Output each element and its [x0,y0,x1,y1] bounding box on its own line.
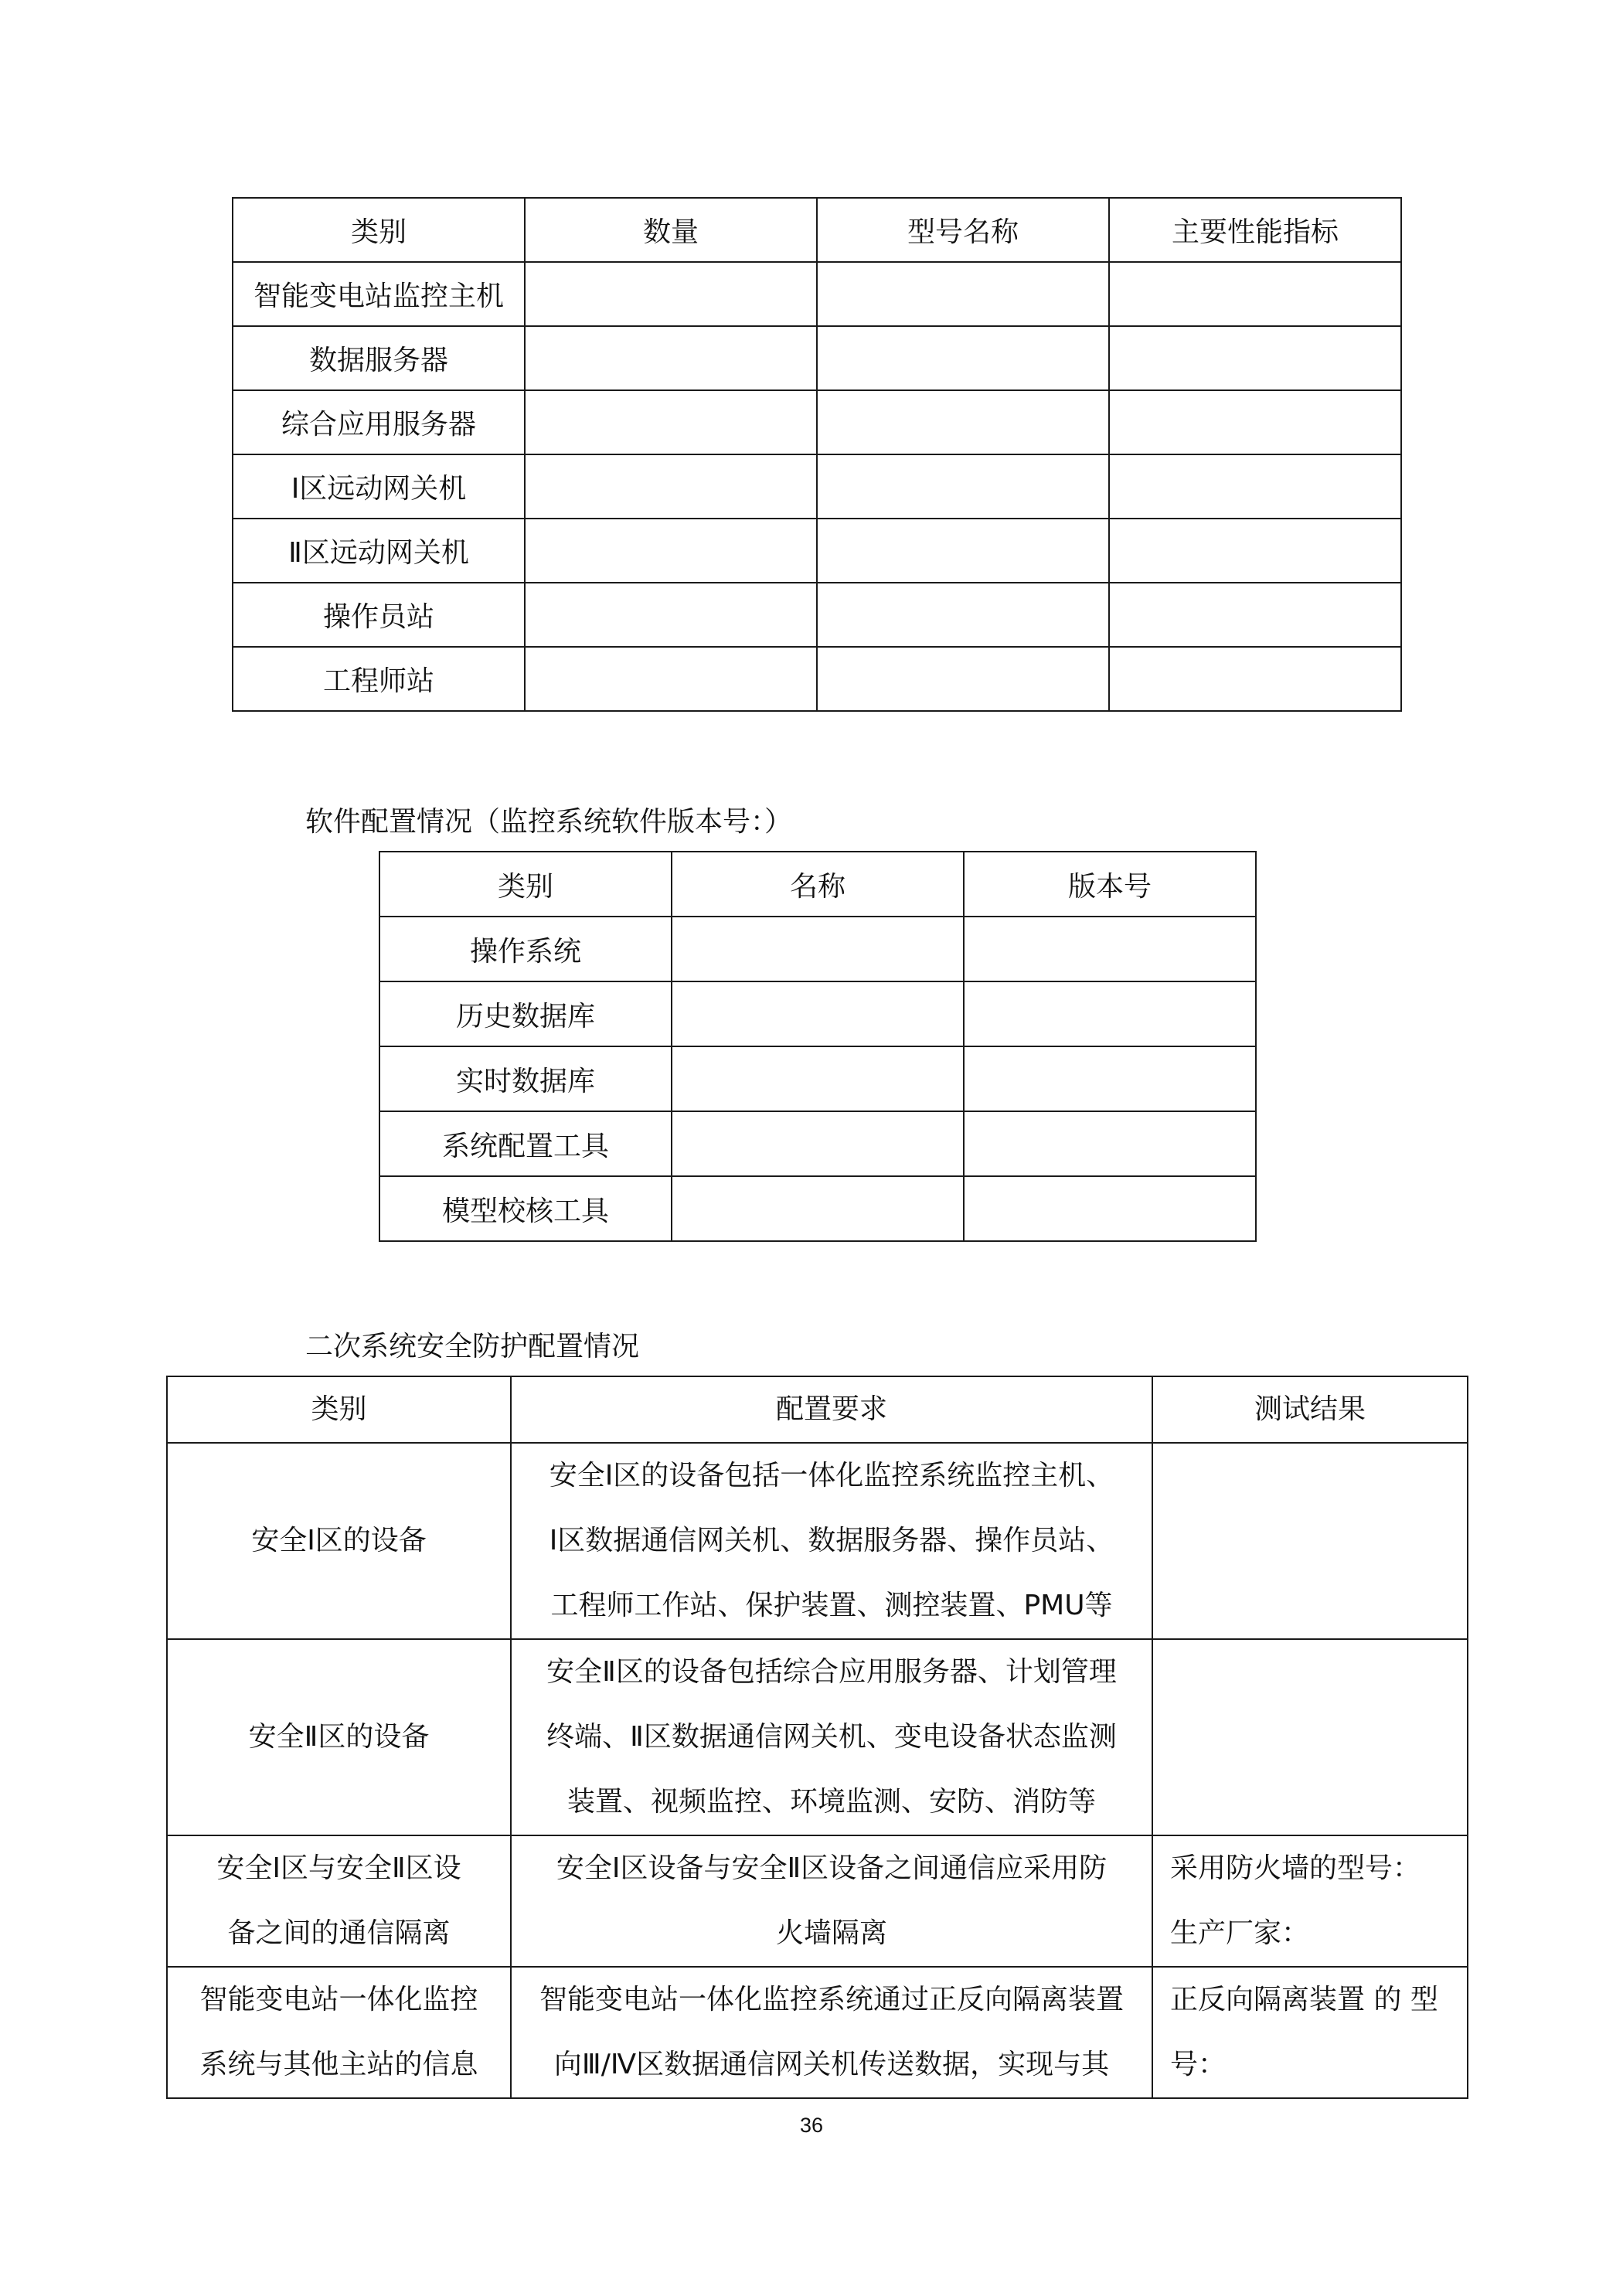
performance-cell[interactable] [1109,647,1401,711]
security-config-caption: 二次系统安全防护配置情况 [305,1331,640,1362]
performance-cell[interactable] [1109,519,1401,583]
requirement-line: 智能变电站一体化监控系统通过正反向隔离装置 [539,1984,1124,2015]
table-row [233,647,1401,711]
category-cell: Ⅰ区远动网关机 [233,454,525,519]
quantity-cell[interactable] [525,390,817,454]
table-row [233,390,1401,454]
model-cell[interactable] [817,454,1109,519]
header-cell: 主要性能指标 [1109,198,1401,262]
quantity-cell[interactable] [525,647,817,711]
header-cell: 类别 [379,852,672,917]
performance-cell[interactable] [1109,262,1401,326]
version-cell[interactable] [964,1176,1256,1241]
result-cell[interactable] [1152,1443,1468,1639]
table-row [379,1046,1256,1111]
version-cell[interactable] [964,981,1256,1046]
category-line: 安全Ⅰ区的设备 [251,1525,427,1556]
table-row [233,519,1401,583]
result-line: 号： [1170,2049,1227,2080]
table-header-row [233,198,1401,262]
category-cell: 操作员站 [233,583,525,647]
table-row [233,454,1401,519]
quantity-cell[interactable] [525,326,817,390]
category-cell: Ⅱ区远动网关机 [233,519,525,583]
table-row [379,1176,1256,1241]
model-cell[interactable] [817,326,1109,390]
quantity-cell[interactable] [525,583,817,647]
model-cell[interactable] [817,390,1109,454]
result-cell[interactable] [1152,1967,1468,2098]
version-cell[interactable] [964,917,1256,981]
header-cell: 名称 [672,852,964,917]
quantity-cell[interactable] [525,519,817,583]
requirement-cell [511,1835,1152,1967]
category-line: 安全Ⅱ区的设备 [248,1721,430,1753]
category-cell: 模型校核工具 [379,1176,672,1241]
requirement-cell [511,1443,1152,1639]
category-cell: 历史数据库 [379,981,672,1046]
header-cell: 型号名称 [817,198,1109,262]
table-row [167,1835,1468,1967]
hardware-config-table [232,197,1402,712]
result-cell[interactable] [1152,1639,1468,1835]
table-header-row [379,852,1256,917]
result-line: 生产厂家： [1170,1917,1310,1949]
quantity-cell[interactable] [525,454,817,519]
table-header-row [167,1376,1468,1443]
result-cell[interactable] [1152,1835,1468,1967]
requirement-line: 安全Ⅰ区设备与安全Ⅱ区设备之间通信应采用防 [556,1852,1108,1884]
category-cell: 智能变电站监控主机 [233,262,525,326]
table-row [167,1967,1468,2098]
performance-cell[interactable] [1109,583,1401,647]
result-line: 采用防火墙的型号： [1170,1852,1421,1884]
header-cell: 类别 [167,1376,511,1443]
header-cell: 测试结果 [1152,1376,1468,1443]
table-row [379,1111,1256,1176]
category-cell [167,1967,511,2098]
requirement-line: Ⅰ区数据通信网关机、数据服务器、操作员站、 [549,1525,1114,1556]
model-cell[interactable] [817,262,1109,326]
category-cell: 操作系统 [379,917,672,981]
table-row [379,917,1256,981]
quantity-cell[interactable] [525,262,817,326]
category-cell [167,1443,511,1639]
category-cell: 综合应用服务器 [233,390,525,454]
requirement-line: 火墙隔离 [775,1917,887,1949]
model-cell[interactable] [817,583,1109,647]
requirement-line: 向Ⅲ/Ⅳ区数据通信网关机传送数据，实现与其 [553,2049,1110,2080]
table-row [167,1443,1468,1639]
category-line: 安全Ⅰ区与安全Ⅱ区设 [216,1852,461,1884]
performance-cell[interactable] [1109,390,1401,454]
performance-cell[interactable] [1109,326,1401,390]
requirement-cell [511,1967,1152,2098]
header-cell: 数量 [525,198,817,262]
name-cell[interactable] [672,1046,964,1111]
header-cell: 类别 [233,198,525,262]
requirement-line: 安全Ⅰ区的设备包括一体化监控系统监控主机、 [549,1460,1114,1492]
software-config-caption: 软件配置情况（监控系统软件版本号：） [305,806,793,838]
requirement-line: 终端、Ⅱ区数据通信网关机、变电设备状态监测 [546,1721,1117,1753]
software-config-table [379,851,1257,1242]
requirement-cell [511,1639,1152,1835]
category-cell: 数据服务器 [233,326,525,390]
version-cell[interactable] [964,1111,1256,1176]
requirement-line: 工程师工作站、保护装置、测控装置、PMU等 [550,1590,1113,1621]
security-config-table [166,1376,1468,2099]
model-cell[interactable] [817,647,1109,711]
category-cell: 工程师站 [233,647,525,711]
category-cell: 实时数据库 [379,1046,672,1111]
version-cell[interactable] [964,1046,1256,1111]
header-cell: 版本号 [964,852,1256,917]
name-cell[interactable] [672,917,964,981]
page-number: 36 [799,2114,824,2137]
table-row [167,1639,1468,1835]
performance-cell[interactable] [1109,454,1401,519]
name-cell[interactable] [672,1111,964,1176]
requirement-line: 装置、视频监控、环境监测、安防、消防等 [567,1786,1096,1818]
category-line: 智能变电站一体化监控 [199,1984,478,2015]
category-cell [167,1639,511,1835]
category-line: 系统与其他主站的信息 [199,2049,478,2080]
name-cell[interactable] [672,981,964,1046]
requirement-line: 安全Ⅱ区的设备包括综合应用服务器、计划管理 [546,1656,1117,1688]
result-line: 正反向隔离装置 的 型 [1170,1984,1438,2015]
table-row [233,262,1401,326]
table-row [233,326,1401,390]
category-cell: 系统配置工具 [379,1111,672,1176]
category-cell [167,1835,511,1967]
header-cell: 配置要求 [511,1376,1152,1443]
table-row [233,583,1401,647]
name-cell[interactable] [672,1176,964,1241]
table-row [379,981,1256,1046]
category-line: 备之间的通信隔离 [227,1917,451,1949]
model-cell[interactable] [817,519,1109,583]
